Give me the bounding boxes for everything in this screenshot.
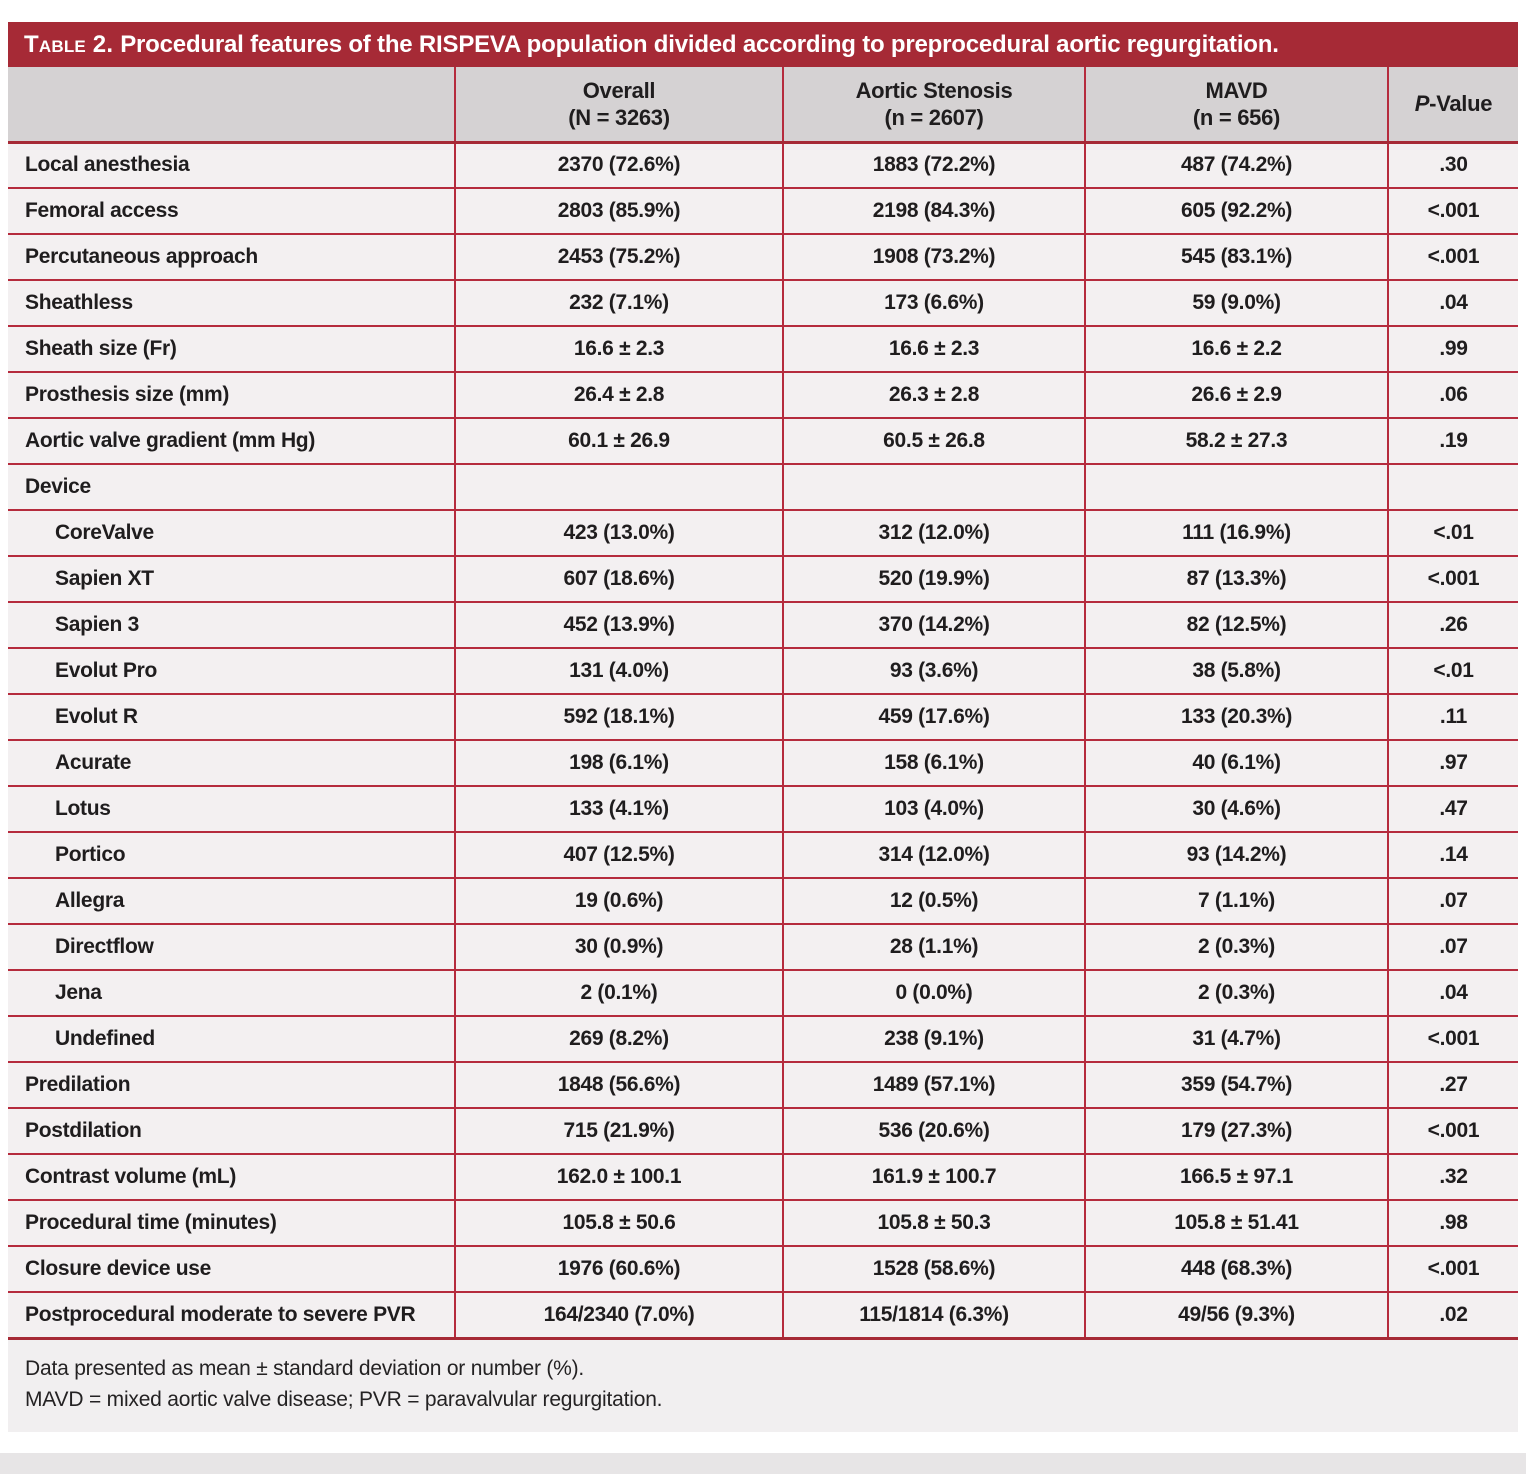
procedural-features-table (8, 67, 1518, 1340)
row-label: Femoral access (8, 188, 455, 234)
row-label: Local anesthesia (8, 142, 455, 188)
table-row (8, 556, 1518, 602)
cell-aortic_stenosis: 520 (19.9%) (783, 556, 1085, 602)
cell-aortic_stenosis: 1528 (58.6%) (783, 1246, 1085, 1292)
cell-p: .32 (1388, 1154, 1518, 1200)
cell-p: <.001 (1388, 556, 1518, 602)
cell-overall: 131 (4.0%) (455, 648, 783, 694)
row-label: Acurate (8, 740, 455, 786)
table-body (8, 142, 1518, 1338)
cell-p: <.01 (1388, 510, 1518, 556)
cell-overall: 19 (0.6%) (455, 878, 783, 924)
cell-overall: 60.1 ± 26.9 (455, 418, 783, 464)
header-p-value (1388, 67, 1518, 142)
row-label: Lotus (8, 786, 455, 832)
table-row (8, 832, 1518, 878)
cell-aortic_stenosis: 103 (4.0%) (783, 786, 1085, 832)
row-label: Postdilation (8, 1108, 455, 1154)
row-label: Sheathless (8, 280, 455, 326)
cell-aortic_stenosis: 60.5 ± 26.8 (783, 418, 1085, 464)
cell-p: .27 (1388, 1062, 1518, 1108)
cell-mavd: 93 (14.2%) (1085, 832, 1388, 878)
cell-aortic_stenosis: 16.6 ± 2.3 (783, 326, 1085, 372)
cell-p: <.001 (1388, 1016, 1518, 1062)
table-row (8, 418, 1518, 464)
footnote-line-1: Data presented as mean ± standard deviation or number (%). (25, 1356, 585, 1380)
cell-mavd: 359 (54.7%) (1085, 1062, 1388, 1108)
cell-aortic_stenosis: 26.3 ± 2.8 (783, 372, 1085, 418)
cell-p: .98 (1388, 1200, 1518, 1246)
bottom-strip (0, 1453, 1526, 1474)
cell-p: .07 (1388, 878, 1518, 924)
row-label: Closure device use (8, 1246, 455, 1292)
table-row (8, 786, 1518, 832)
table-row (8, 1200, 1518, 1246)
cell-p: .02 (1388, 1292, 1518, 1338)
cell-overall (455, 464, 783, 510)
cell-p: .30 (1388, 142, 1518, 188)
cell-overall: 1976 (60.6%) (455, 1246, 783, 1292)
cell-overall: 592 (18.1%) (455, 694, 783, 740)
cell-mavd: 2 (0.3%) (1085, 924, 1388, 970)
cell-mavd: 87 (13.3%) (1085, 556, 1388, 602)
cell-p: .11 (1388, 694, 1518, 740)
cell-overall: 105.8 ± 50.6 (455, 1200, 783, 1246)
cell-mavd: 58.2 ± 27.3 (1085, 418, 1388, 464)
cell-overall: 715 (21.9%) (455, 1108, 783, 1154)
cell-aortic_stenosis: 1489 (57.1%) (783, 1062, 1085, 1108)
row-label: Sheath size (Fr) (8, 326, 455, 372)
cell-p: <.001 (1388, 1108, 1518, 1154)
table-row (8, 280, 1518, 326)
cell-overall: 2 (0.1%) (455, 970, 783, 1016)
cell-aortic_stenosis: 1883 (72.2%) (783, 142, 1085, 188)
table-row (8, 1246, 1518, 1292)
cell-aortic_stenosis: 312 (12.0%) (783, 510, 1085, 556)
row-label: Sapien 3 (8, 602, 455, 648)
row-label: Contrast volume (mL) (8, 1154, 455, 1200)
cell-p: .97 (1388, 740, 1518, 786)
cell-p: .99 (1388, 326, 1518, 372)
cell-p: <.01 (1388, 648, 1518, 694)
cell-p: .07 (1388, 924, 1518, 970)
row-label: Evolut R (8, 694, 455, 740)
header-aortic-stenosis-n: (n = 2607) (884, 104, 984, 130)
cell-overall: 1848 (56.6%) (455, 1062, 783, 1108)
cell-overall: 607 (18.6%) (455, 556, 783, 602)
row-label: Sapien XT (8, 556, 455, 602)
cell-mavd: 26.6 ± 2.9 (1085, 372, 1388, 418)
cell-mavd: 133 (20.3%) (1085, 694, 1388, 740)
table-row (8, 1108, 1518, 1154)
cell-mavd: 31 (4.7%) (1085, 1016, 1388, 1062)
cell-aortic_stenosis: 12 (0.5%) (783, 878, 1085, 924)
cell-aortic_stenosis (783, 464, 1085, 510)
row-label: Portico (8, 832, 455, 878)
header-overall-n: (N = 3263) (568, 104, 670, 130)
table-header (8, 67, 1518, 142)
cell-p: .26 (1388, 602, 1518, 648)
table-row (8, 1016, 1518, 1062)
row-label: Procedural time (minutes) (8, 1200, 455, 1246)
table-row (8, 878, 1518, 924)
header-aortic-stenosis-name: Aortic Stenosis (855, 77, 1013, 103)
cell-p: .14 (1388, 832, 1518, 878)
cell-p: .19 (1388, 418, 1518, 464)
cell-overall: 30 (0.9%) (455, 924, 783, 970)
cell-p: .04 (1388, 970, 1518, 1016)
cell-overall: 26.4 ± 2.8 (455, 372, 783, 418)
cell-p: .06 (1388, 372, 1518, 418)
cell-p (1388, 464, 1518, 510)
cell-p: .04 (1388, 280, 1518, 326)
cell-aortic_stenosis: 370 (14.2%) (783, 602, 1085, 648)
footnotes (8, 1340, 1518, 1432)
row-label: Device (8, 464, 455, 510)
row-label: Aortic valve gradient (mm Hg) (8, 418, 455, 464)
row-label: Postprocedural moderate to severe PVR (8, 1292, 455, 1338)
cell-aortic_stenosis: 161.9 ± 100.7 (783, 1154, 1085, 1200)
header-overall (455, 67, 783, 142)
section-row (8, 464, 1518, 510)
cell-aortic_stenosis: 28 (1.1%) (783, 924, 1085, 970)
row-label: Prosthesis size (mm) (8, 372, 455, 418)
cell-mavd: 605 (92.2%) (1085, 188, 1388, 234)
cell-mavd: 111 (16.9%) (1085, 510, 1388, 556)
header-overall-name: Overall (582, 77, 656, 103)
cell-overall: 16.6 ± 2.3 (455, 326, 783, 372)
header-aortic-stenosis (783, 67, 1085, 142)
cell-overall: 2453 (75.2%) (455, 234, 783, 280)
table-row (8, 188, 1518, 234)
table-row (8, 510, 1518, 556)
cell-aortic_stenosis: 314 (12.0%) (783, 832, 1085, 878)
cell-p: <.001 (1388, 1246, 1518, 1292)
cell-aortic_stenosis: 115/1814 (6.3%) (783, 1292, 1085, 1338)
cell-overall: 423 (13.0%) (455, 510, 783, 556)
cell-p: <.001 (1388, 234, 1518, 280)
cell-mavd: 49/56 (9.3%) (1085, 1292, 1388, 1338)
cell-overall: 164/2340 (7.0%) (455, 1292, 783, 1338)
cell-mavd: 2 (0.3%) (1085, 970, 1388, 1016)
table-row (8, 924, 1518, 970)
table-2-container (8, 22, 1518, 1432)
cell-aortic_stenosis: 459 (17.6%) (783, 694, 1085, 740)
header-empty-cell (8, 67, 455, 142)
cell-mavd: 30 (4.6%) (1085, 786, 1388, 832)
table-title-text: Procedural features of the RISPEVA population divided according to preprocedural aortic regurgitation. (120, 30, 1279, 58)
table-row (8, 142, 1518, 188)
table-title-bar (8, 22, 1518, 67)
cell-aortic_stenosis: 0 (0.0%) (783, 970, 1085, 1016)
row-label: Directflow (8, 924, 455, 970)
cell-aortic_stenosis: 93 (3.6%) (783, 648, 1085, 694)
cell-mavd: 545 (83.1%) (1085, 234, 1388, 280)
cell-mavd: 179 (27.3%) (1085, 1108, 1388, 1154)
cell-overall: 407 (12.5%) (455, 832, 783, 878)
cell-mavd: 105.8 ± 51.41 (1085, 1200, 1388, 1246)
cell-mavd: 7 (1.1%) (1085, 878, 1388, 924)
table-row (8, 234, 1518, 280)
table-number-label: Table 2. (24, 30, 114, 58)
cell-mavd: 38 (5.8%) (1085, 648, 1388, 694)
table-row (8, 648, 1518, 694)
footnote-line-2: MAVD = mixed aortic valve disease; PVR = paravalvular regurgitation. (25, 1387, 663, 1411)
cell-mavd: 166.5 ± 97.1 (1085, 1154, 1388, 1200)
cell-overall: 232 (7.1%) (455, 280, 783, 326)
cell-aortic_stenosis: 536 (20.6%) (783, 1108, 1085, 1154)
cell-aortic_stenosis: 158 (6.1%) (783, 740, 1085, 786)
cell-mavd: 59 (9.0%) (1085, 280, 1388, 326)
cell-mavd: 40 (6.1%) (1085, 740, 1388, 786)
row-label: Jena (8, 970, 455, 1016)
row-label: Undefined (8, 1016, 455, 1062)
cell-overall: 2370 (72.6%) (455, 142, 783, 188)
cell-aortic_stenosis: 238 (9.1%) (783, 1016, 1085, 1062)
cell-aortic_stenosis: 1908 (73.2%) (783, 234, 1085, 280)
cell-overall: 198 (6.1%) (455, 740, 783, 786)
table-row (8, 602, 1518, 648)
cell-overall: 162.0 ± 100.1 (455, 1154, 783, 1200)
cell-p: <.001 (1388, 188, 1518, 234)
cell-overall: 133 (4.1%) (455, 786, 783, 832)
cell-aortic_stenosis: 173 (6.6%) (783, 280, 1085, 326)
row-label: Evolut Pro (8, 648, 455, 694)
cell-overall: 452 (13.9%) (455, 602, 783, 648)
cell-mavd: 16.6 ± 2.2 (1085, 326, 1388, 372)
cell-aortic_stenosis: 2198 (84.3%) (783, 188, 1085, 234)
cell-mavd: 487 (74.2%) (1085, 142, 1388, 188)
row-label: Allegra (8, 878, 455, 924)
table-row (8, 326, 1518, 372)
header-row (8, 67, 1518, 142)
row-label: CoreValve (8, 510, 455, 556)
row-label: Predilation (8, 1062, 455, 1108)
cell-p: .47 (1388, 786, 1518, 832)
header-p-value-label: P-Value (1414, 91, 1493, 117)
table-row (8, 694, 1518, 740)
cell-mavd: 82 (12.5%) (1085, 602, 1388, 648)
table-row (8, 372, 1518, 418)
table-row (8, 1292, 1518, 1338)
cell-aortic_stenosis: 105.8 ± 50.3 (783, 1200, 1085, 1246)
cell-overall: 2803 (85.9%) (455, 188, 783, 234)
table-row (8, 1154, 1518, 1200)
table-row (8, 740, 1518, 786)
cell-mavd: 448 (68.3%) (1085, 1246, 1388, 1292)
header-mavd (1085, 67, 1388, 142)
header-mavd-name: MAVD (1205, 77, 1268, 103)
row-label: Percutaneous approach (8, 234, 455, 280)
table-row (8, 1062, 1518, 1108)
cell-mavd (1085, 464, 1388, 510)
header-mavd-n: (n = 656) (1192, 104, 1281, 130)
cell-overall: 269 (8.2%) (455, 1016, 783, 1062)
table-row (8, 970, 1518, 1016)
